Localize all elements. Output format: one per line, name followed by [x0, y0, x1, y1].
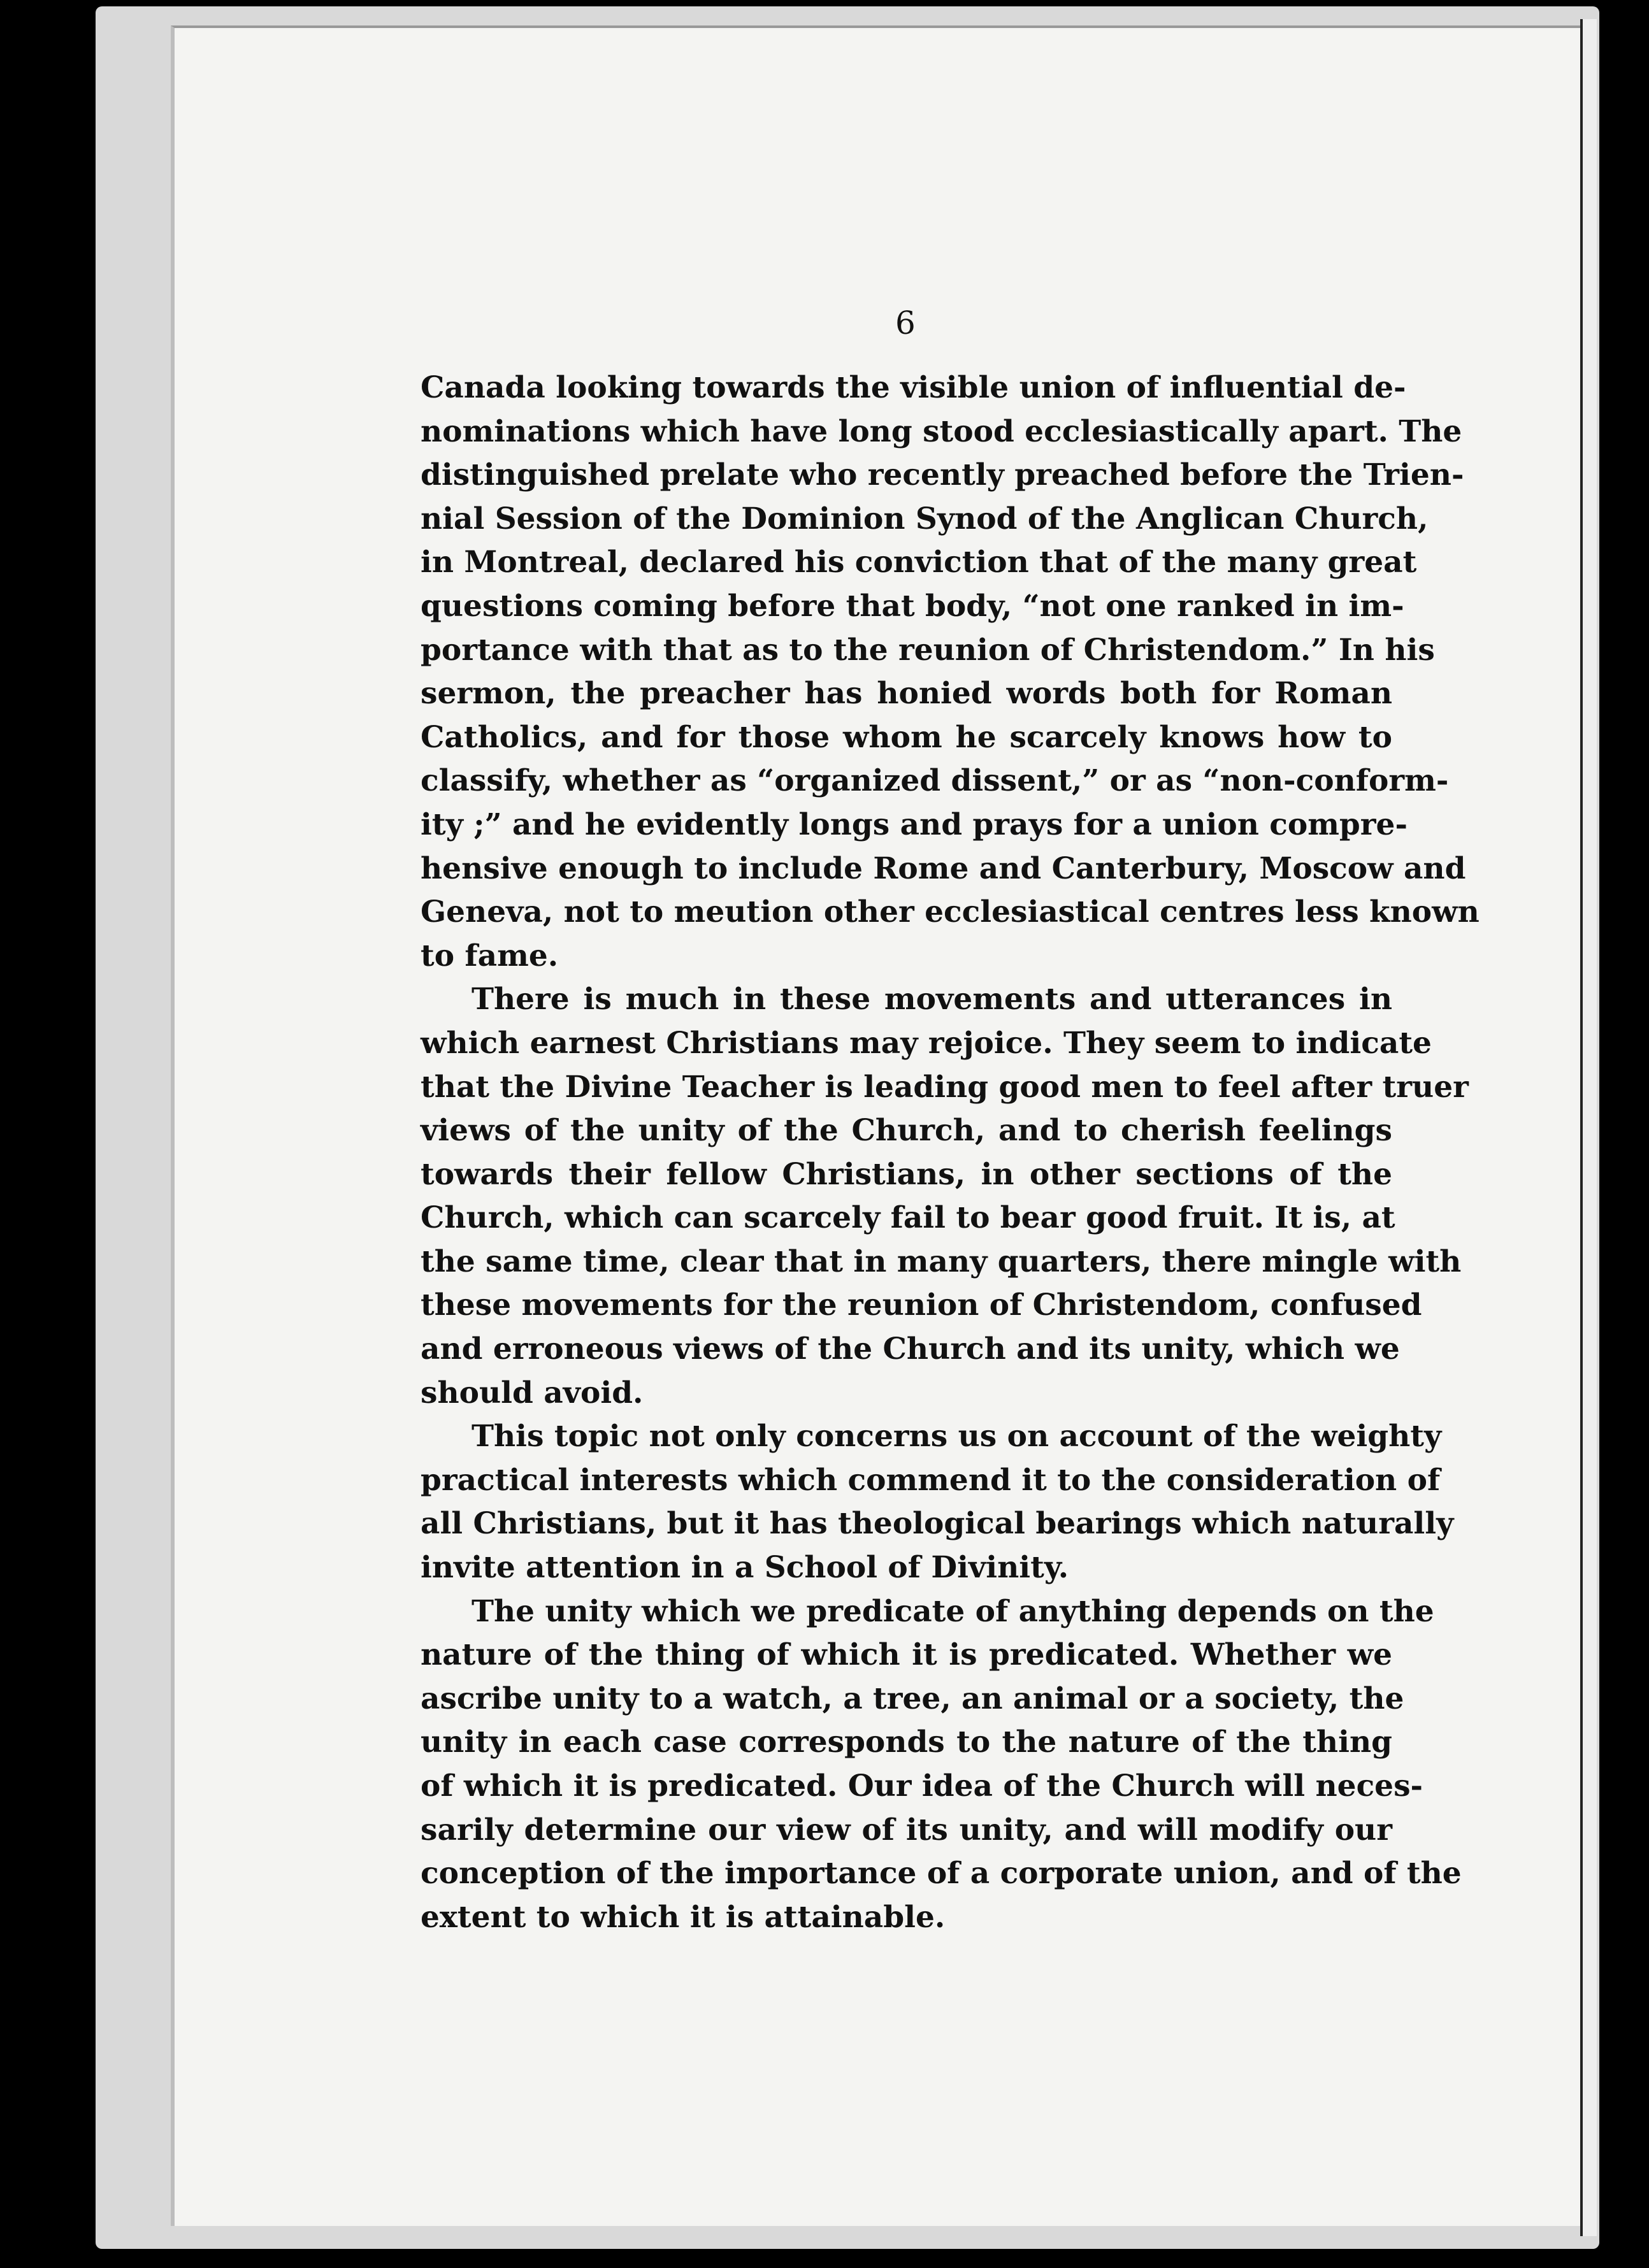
- text-line: There is much in these movements and utterances in: [472, 982, 1392, 1017]
- body-text: [421, 366, 1480, 1939]
- text-line: This topic not only concerns us on account of the weighty: [472, 1419, 1442, 1454]
- text-line: nial Session of the Dominion Synod of the Anglican Church,: [421, 501, 1429, 536]
- text-line: extent to which it is attainable.: [421, 1899, 946, 1935]
- text-line: portance with that as to the reunion of Christendom.” In his: [421, 632, 1435, 668]
- text-line: questions coming before that body, “not one ranked in im-: [421, 588, 1404, 624]
- text-line: Catholics, and for those whom he scarcely knows how to: [421, 719, 1392, 755]
- text-line: ascribe unity to a watch, a tree, an animal or a society, the: [421, 1681, 1404, 1716]
- text-line: nature of the thing of which it is predicated. Whether we: [421, 1637, 1392, 1673]
- text-line: Canada looking towards the visible union of influential de-: [421, 370, 1406, 405]
- text-line: to fame.: [421, 938, 559, 973]
- paragraph-2: [421, 978, 1469, 1415]
- text-line: in Montreal, declared his conviction that of the many great: [421, 545, 1417, 580]
- text-line: Church, which can scarcely fail to bear good fruit. It is, at: [421, 1200, 1395, 1236]
- text-line: nominations which have long stood ecclesiastically apart. The: [421, 413, 1462, 449]
- text-line: of which it is predicated. Our idea of the Church will neces-: [421, 1769, 1423, 1804]
- text-line: unity in each case corresponds to the nature of the thing: [421, 1725, 1392, 1760]
- text-line: conception of the importance of a corporate union, and of the: [421, 1856, 1462, 1891]
- text-line: all Christians, but it has theological bearings which naturally: [421, 1506, 1454, 1542]
- text-line: invite attention in a School of Divinity.: [421, 1550, 1069, 1586]
- text-line: should avoid.: [421, 1375, 644, 1410]
- text-line: Geneva, not to meution other ecclesiastical centres less known: [421, 894, 1480, 930]
- text-line: towards their fellow Christians, in other sections of the: [421, 1156, 1392, 1192]
- text-line: sarily determine our view of its unity, and will modify our: [421, 1812, 1392, 1848]
- text-line: ity ;” and he evidently longs and prays for a union compre-: [421, 807, 1408, 842]
- text-line: hensive enough to include Rome and Canterbury, Moscow and: [421, 850, 1466, 886]
- page-number: 6: [895, 305, 916, 341]
- paragraph-4: [421, 1590, 1462, 1940]
- text-line: distinguished prelate who recently preached before the Trien-: [421, 457, 1464, 493]
- text-line: which earnest Christians may rejoice. They seem to indicate: [421, 1025, 1432, 1061]
- text-line: practical interests which commend it to the consideration of: [421, 1462, 1441, 1498]
- paragraph-1: [421, 366, 1480, 978]
- text-line: The unity which we predicate of anything depends on the: [472, 1593, 1434, 1629]
- text-line: that the Divine Teacher is leading good men to feel after truer: [421, 1069, 1469, 1105]
- text-line: sermon, the preacher has honied words both for Roman: [421, 676, 1392, 712]
- page-edge: [1580, 19, 1597, 2236]
- text-line: classify, whether as “organized dissent,” or as “non-conform-: [421, 763, 1449, 799]
- text-line: and erroneous views of the Church and its unity, which we: [421, 1331, 1400, 1367]
- text-line: the same time, clear that in many quarters, there mingle with: [421, 1244, 1462, 1279]
- text-line: these movements for the reunion of Christendom, confused: [421, 1288, 1422, 1323]
- text-line: views of the unity of the Church, and to cherish feelings: [421, 1113, 1392, 1149]
- paragraph-3: [421, 1415, 1454, 1590]
